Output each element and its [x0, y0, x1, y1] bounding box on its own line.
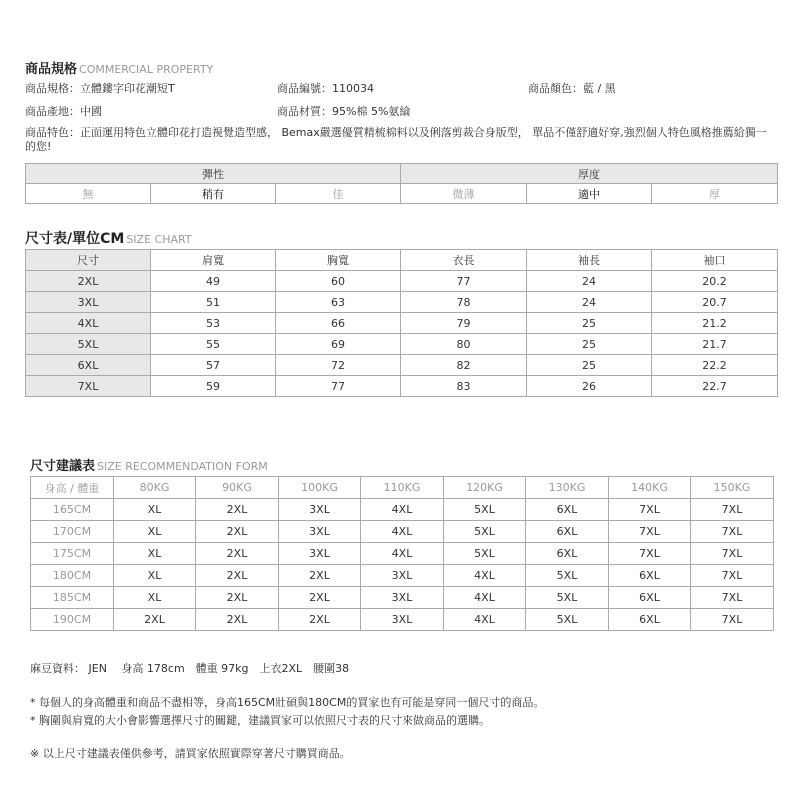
size-label: 2XL: [26, 271, 151, 292]
rec-cell: 4XL: [444, 609, 526, 631]
size-chart-title-en: SIZE CHART: [126, 233, 192, 246]
rec-cell: 6XL: [609, 587, 691, 609]
rec-header: 140KG: [609, 477, 691, 499]
rec-header: 150KG: [691, 477, 774, 499]
size-cell: 24: [527, 271, 652, 292]
table-row: [31, 565, 774, 587]
product-feature: 商品特色：正面運用特色立體印花打造視覺造型感， Bemax嚴選優質精梳棉料以及俐落剪裁合身版型， 單品不僅舒適好穿,強烈個人特色風格推薦給獨一的您!: [25, 126, 767, 153]
table-row: [31, 521, 774, 543]
note-line-1: * 每個人的身高體重和商品不盡相等，身高165CM壯碩與180CM的買家也有可能是穿同一個尺寸的商品。: [30, 696, 545, 709]
rec-cell: 7XL: [691, 543, 774, 565]
rec-cell: 7XL: [609, 521, 691, 543]
size-cell: 77: [401, 271, 527, 292]
rec-cell: 5XL: [444, 521, 526, 543]
thickness-option: 厚: [652, 184, 778, 204]
table-row: [26, 292, 778, 313]
size-cell: 24: [527, 292, 652, 313]
rec-cell: 4XL: [444, 565, 526, 587]
rec-cell: 3XL: [361, 587, 444, 609]
table-row: [26, 271, 778, 292]
rec-header: 身高 / 體重: [31, 477, 114, 499]
thickness-header: 厚度: [401, 164, 778, 184]
table-row: [26, 334, 778, 355]
rec-cell: 4XL: [361, 521, 444, 543]
rec-cell: 2XL: [196, 543, 279, 565]
rec-cell: 4XL: [361, 499, 444, 521]
size-label: 7XL: [26, 376, 151, 397]
rec-cell: 7XL: [609, 543, 691, 565]
rec-cell: 5XL: [526, 587, 609, 609]
rec-cell: XL: [114, 499, 196, 521]
size-label: 5XL: [26, 334, 151, 355]
size-chart-table: [25, 249, 778, 397]
size-label: 4XL: [26, 313, 151, 334]
elastic-option: 佳: [276, 184, 401, 204]
height-label: 185CM: [31, 587, 114, 609]
rec-cell: 4XL: [444, 587, 526, 609]
size-label: 6XL: [26, 355, 151, 376]
size-cell: 25: [527, 334, 652, 355]
rec-cell: 7XL: [609, 499, 691, 521]
property-section-title: [25, 58, 213, 77]
thickness-option-selected: 適中: [527, 184, 652, 204]
size-header: 肩寬: [151, 250, 276, 271]
rec-cell: XL: [114, 587, 196, 609]
rec-cell: 2XL: [196, 499, 279, 521]
table-row: [26, 313, 778, 334]
size-cell: 69: [276, 334, 401, 355]
size-cell: 63: [276, 292, 401, 313]
table-row: [26, 355, 778, 376]
rec-cell: 6XL: [526, 499, 609, 521]
rec-cell: 3XL: [279, 543, 361, 565]
size-cell: 22.2: [652, 355, 778, 376]
rec-cell: 7XL: [691, 499, 774, 521]
size-cell: 25: [527, 355, 652, 376]
size-cell: 21.2: [652, 313, 778, 334]
rec-cell: XL: [114, 565, 196, 587]
elastic-option-selected: 稍有: [151, 184, 276, 204]
rec-cell: 2XL: [196, 521, 279, 543]
rec-cell: 2XL: [279, 609, 361, 631]
size-cell: 80: [401, 334, 527, 355]
rec-cell: 2XL: [279, 565, 361, 587]
rec-cell: 7XL: [691, 609, 774, 631]
rec-cell: 2XL: [114, 609, 196, 631]
rec-cell: XL: [114, 521, 196, 543]
table-row: [31, 609, 774, 631]
recommendation-title: 尺寸建議表: [30, 459, 96, 474]
rec-cell: 5XL: [526, 609, 609, 631]
product-color: 商品顏色：藍 / 黑: [528, 82, 616, 95]
rec-cell: 2XL: [196, 609, 279, 631]
size-cell: 79: [401, 313, 527, 334]
size-cell: 26: [527, 376, 652, 397]
rec-header: 80KG: [114, 477, 196, 499]
size-label: 3XL: [26, 292, 151, 313]
rec-cell: XL: [114, 543, 196, 565]
size-header: 袖長: [527, 250, 652, 271]
size-header: 胸寬: [276, 250, 401, 271]
height-label: 190CM: [31, 609, 114, 631]
size-cell: 57: [151, 355, 276, 376]
elastic-header: 彈性: [26, 164, 401, 184]
note-line-2: * 胸圍與肩寬的大小會影響選擇尺寸的關鍵，建議買家可以依照尺寸表的尺寸來做商品的選購。: [30, 714, 490, 727]
rec-cell: 3XL: [279, 521, 361, 543]
size-cell: 55: [151, 334, 276, 355]
product-material: 商品材質：95%棉 5%氨綸: [277, 105, 411, 118]
rec-cell: 4XL: [361, 543, 444, 565]
size-cell: 82: [401, 355, 527, 376]
recommendation-section-title: [30, 455, 268, 474]
property-title-en: COMMERCIAL PROPERTY: [79, 63, 214, 76]
size-cell: 25: [527, 313, 652, 334]
size-cell: 72: [276, 355, 401, 376]
size-cell: 60: [276, 271, 401, 292]
height-label: 165CM: [31, 499, 114, 521]
table-row: [31, 587, 774, 609]
rec-cell: 3XL: [279, 499, 361, 521]
size-recommendation-table: [30, 476, 774, 631]
rec-header: 130KG: [526, 477, 609, 499]
size-chart-section-title: [25, 228, 192, 248]
size-header: 袖口: [652, 250, 778, 271]
rec-header: 110KG: [361, 477, 444, 499]
rec-cell: 3XL: [361, 609, 444, 631]
size-cell: 83: [401, 376, 527, 397]
product-spec: 商品規格：立體鏤字印花潮短T: [25, 82, 175, 95]
rec-cell: 7XL: [691, 521, 774, 543]
note-line-3: ※ 以上尺寸建議表僅供參考，請買家依照實際穿著尺寸購買商品。: [30, 747, 351, 760]
rec-cell: 5XL: [526, 565, 609, 587]
rec-cell: 7XL: [691, 565, 774, 587]
rec-cell: 2XL: [196, 587, 279, 609]
size-cell: 78: [401, 292, 527, 313]
size-cell: 20.7: [652, 292, 778, 313]
height-label: 180CM: [31, 565, 114, 587]
size-chart-title: 尺寸表/單位CM: [25, 231, 125, 247]
size-cell: 53: [151, 313, 276, 334]
size-cell: 66: [276, 313, 401, 334]
rec-header: 100KG: [279, 477, 361, 499]
height-label: 170CM: [31, 521, 114, 543]
table-row: [31, 543, 774, 565]
rec-cell: 2XL: [196, 565, 279, 587]
recommendation-title-en: SIZE RECOMMENDATION FORM: [97, 460, 268, 473]
product-code: 商品編號：110034: [277, 82, 374, 95]
rec-header: 120KG: [444, 477, 526, 499]
size-cell: 49: [151, 271, 276, 292]
size-cell: 22.7: [652, 376, 778, 397]
rec-cell: 7XL: [691, 587, 774, 609]
size-cell: 77: [276, 376, 401, 397]
height-label: 175CM: [31, 543, 114, 565]
rec-cell: 5XL: [444, 499, 526, 521]
property-title: 商品規格: [25, 62, 78, 77]
rec-header: 90KG: [196, 477, 279, 499]
table-row: [31, 499, 774, 521]
elastic-thickness-table: [25, 163, 778, 204]
table-row: [26, 376, 778, 397]
size-cell: 59: [151, 376, 276, 397]
size-cell: 51: [151, 292, 276, 313]
size-cell: 21.7: [652, 334, 778, 355]
rec-cell: 6XL: [609, 609, 691, 631]
size-cell: 20.2: [652, 271, 778, 292]
rec-cell: 6XL: [609, 565, 691, 587]
model-info: 麻豆資料： JEN 身高 178cm 體重 97kg 上衣2XL 腰圍38: [30, 662, 350, 675]
size-header: 尺寸: [26, 250, 151, 271]
thickness-option: 微薄: [401, 184, 527, 204]
product-origin: 商品產地：中國: [25, 105, 102, 118]
rec-cell: 6XL: [526, 543, 609, 565]
rec-cell: 2XL: [279, 587, 361, 609]
rec-cell: 5XL: [444, 543, 526, 565]
rec-cell: 6XL: [526, 521, 609, 543]
elastic-option: 無: [26, 184, 151, 204]
rec-cell: 3XL: [361, 565, 444, 587]
size-header: 衣長: [401, 250, 527, 271]
